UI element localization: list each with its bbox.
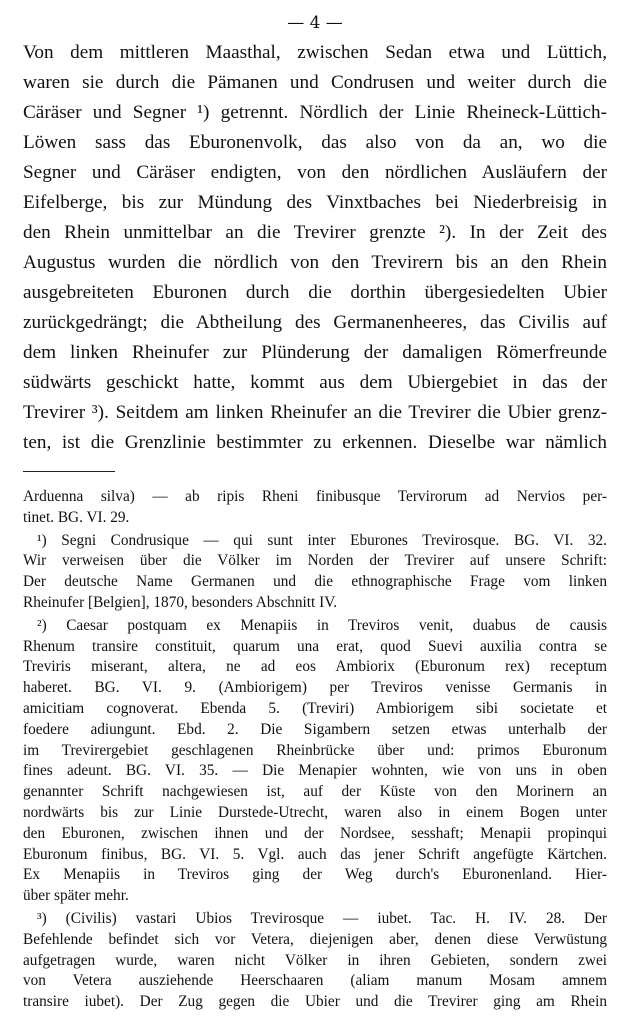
footnote-line: aufgetragen wurde, waren nicht Völker in ihren Gebieten, sondern zwei xyxy=(23,951,607,969)
footnote-3 xyxy=(23,909,607,1013)
body-line: Segner und Cäräser endigten, von den nördlichen Ausläufern der xyxy=(23,162,607,183)
footnote-divider xyxy=(23,471,115,472)
body-line: Trevirer ³). Seitdem am linken Rheinufer an die Trevirer die Ubier grenz- xyxy=(23,402,607,423)
footnote-2 xyxy=(23,616,607,907)
footnote-line: foedere adiungunt. Ebd. 2. Die Sigambern setzen etwas unterhalb der xyxy=(23,720,607,738)
footnote-line: genannter Schrift nachgewiesen ist, auf der Küste von den Morinern an xyxy=(23,783,607,801)
body-line: Cäräser und Segner ¹) getrennt. Nördlich der Linie Rheineck-Lüttich- xyxy=(23,102,607,123)
footnote-line: Ex Menapiis in Treviros ging der Weg durch's Eburonenland. Hier- xyxy=(23,866,607,884)
footnote-line: ³) (Civilis) vastari Ubios Trevirosque — iubet. Tac. H. IV. 28. Der xyxy=(37,909,607,927)
footnote-line: nordwärts bis zur Linie Durstede-Utrecht, waren also in einem Bogen unter xyxy=(23,803,607,821)
footnote-line: ¹) Segni Condrusique — qui sunt inter Eburones Trevirosque. BG. VI. 32. xyxy=(37,531,607,549)
footnote-line: transire iubet). Der Zug gegen die Ubier und die Trevirer ging am Rhein xyxy=(23,993,607,1011)
body-line: ausgebreiteten Eburonen durch die dorthin übergesiedelten Ubier xyxy=(23,282,607,303)
body-line: den Rhein unmittelbar an die Trevirer grenzte ²). In der Zeit des xyxy=(23,222,607,243)
footnote-line: Arduenna silva) — ab ripis Rheni finibusque Tervirorum ad Nervios per- xyxy=(23,488,607,505)
footnote-line: tinet. BG. VI. 29. xyxy=(23,508,130,526)
body-line: zurückgedrängt; die Abtheilung des Germanenheeres, das Civilis auf xyxy=(23,312,607,333)
body-line: dem linken Rheinufer zur Plünderung der damaligen Römerfreunde xyxy=(23,342,607,363)
book-page xyxy=(23,10,607,1015)
footnote-line: Der deutsche Name Germanen und die ethnographische Frage vom linken xyxy=(23,573,607,591)
body-line: Von dem mittleren Maasthal, zwischen Sedan etwa und Lüttich, xyxy=(23,42,607,63)
footnotes xyxy=(23,487,607,1013)
footnote-line: amicitiam cognoverat. Ebenda 5. (Treviri) Ambiorigem sibi societate et xyxy=(23,699,607,717)
footnote-1 xyxy=(23,531,607,614)
body-line: Löwen sass das Eburonenvolk, das also von da an, wo die xyxy=(23,132,607,153)
footnote-line: im Trevirergebiet geschlagenen Rheinbrücke über und: primos Eburonum xyxy=(23,741,607,759)
footnote-line: von Vetera ausziehende Heerschaaren (aliam manum Mosam amnem xyxy=(23,972,607,990)
footnote-continuation xyxy=(23,487,607,529)
footnote-line: Wir verweisen über die Völker im Norden der Trevirer auf unsere Schrift: xyxy=(23,552,607,570)
footnote-line: über später mehr. xyxy=(23,887,129,905)
footnote-line: fines adeunt. BG. VI. 35. — Die Menapier wohnten, wie von uns in oben xyxy=(23,762,607,780)
body-line: südwärts geschickt hatte, kommt aus dem Ubiergebiet in das der xyxy=(23,372,607,393)
footnote-line: Eburonum finibus, BG. VI. 5. Vgl. auch das jener Schrift angefügte Kärtchen. xyxy=(23,845,607,863)
footnote-line: Rhenum transire constituit, quarum una erat, quod Suevi auxilia contra se xyxy=(23,637,607,655)
footnote-line: den Eburonen, zwischen ihnen und der Nordsee, sesshaft; Menapii propinqui xyxy=(23,824,607,842)
footnote-line: Rheinufer [Belgien], 1870, besonders Abschnitt IV. xyxy=(23,593,338,611)
footnote-line: Treviris miserant, altera, ne ad eos Ambiorix (Eburonum rex) receptum xyxy=(23,658,607,676)
body-line: ten, ist die Grenzlinie bestimmter zu erkennen. Dieselbe war nämlich xyxy=(23,432,607,453)
body-line: waren sie durch die Pämanen und Condrusen und weiter durch die xyxy=(23,72,607,93)
body-text xyxy=(23,38,607,458)
body-line: Eifelberge, bis zur Mündung des Vinxtbaches bei Niederbreisig in xyxy=(23,192,607,213)
body-line: Augustus wurden die nördlich von den Trevirern bis an den Rhein xyxy=(23,252,607,273)
footnote-line: ²) Caesar postquam ex Menapiis in Treviros venit, duabus de causis xyxy=(37,616,607,634)
footnote-line: Befehlende befindet sich vor Vetera, diejenigen aber, denen diese Verwüstung xyxy=(23,930,607,948)
footnote-line: haberet. BG. VI. 9. (Ambiorigem) per Treviros venisse Germanis in xyxy=(23,679,607,697)
page-number: — 4 — xyxy=(287,13,343,33)
